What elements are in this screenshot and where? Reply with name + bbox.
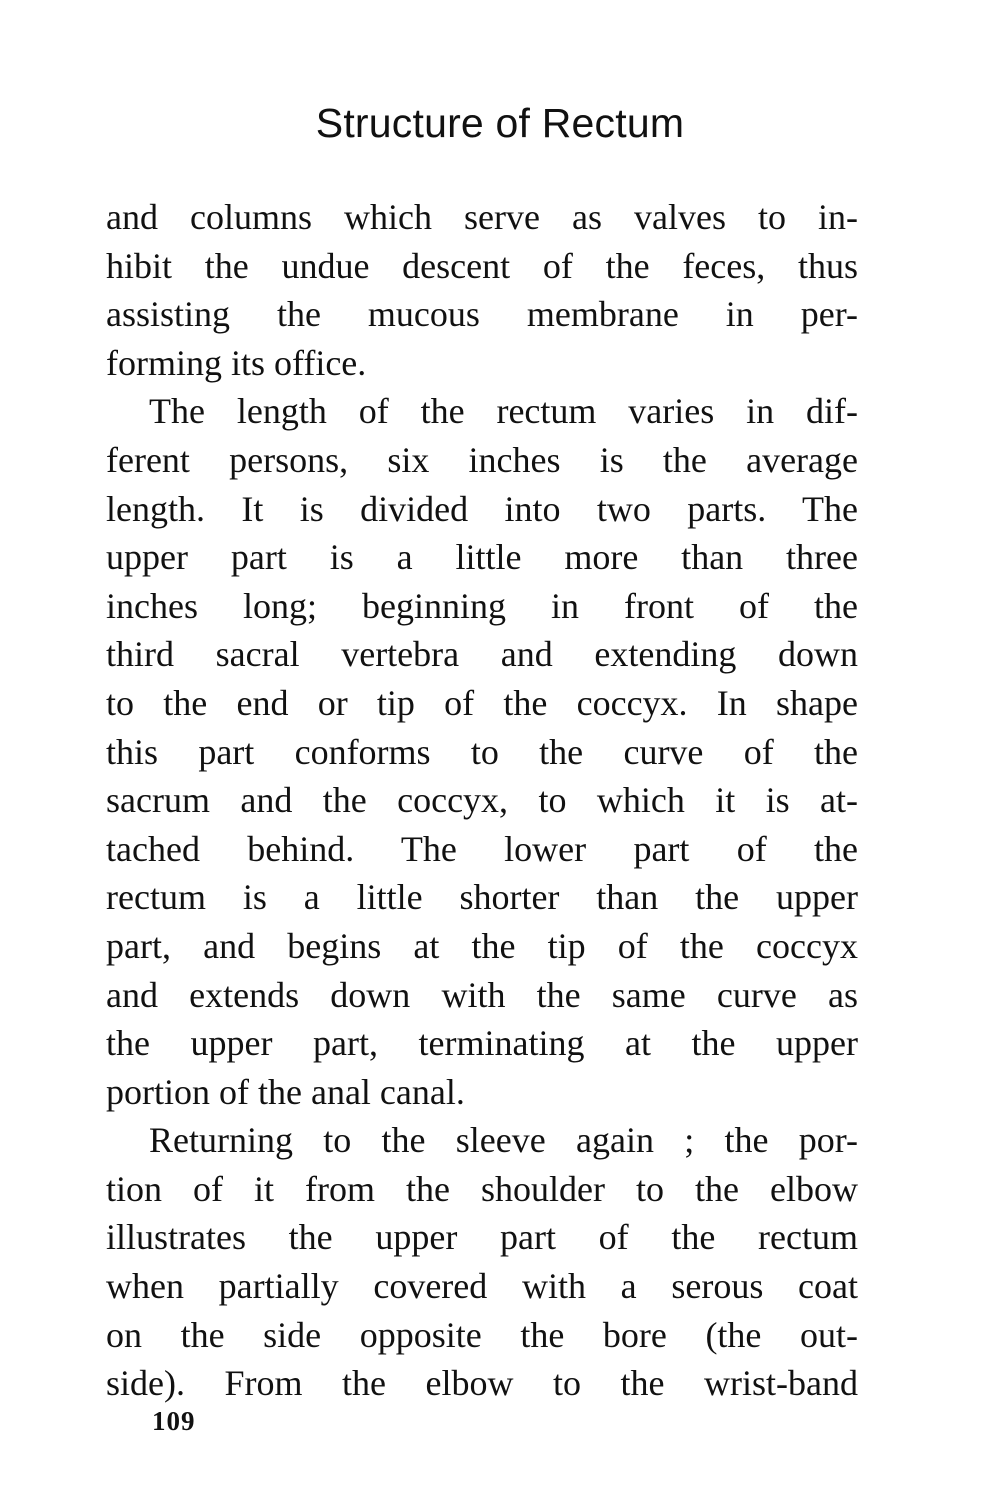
- text-line: hibit the undue descent of the feces, thus: [106, 245, 858, 286]
- text-line: upper part is a little more than three: [106, 537, 858, 578]
- text-line: and extends down with the same curve as: [106, 974, 858, 1015]
- running-head: Structure of Rectum: [315, 100, 685, 146]
- text-line: portion of the anal canal.: [106, 1071, 465, 1112]
- text-line: length. It is divided into two parts. The: [106, 488, 858, 529]
- text-line: when partially covered with a serous coat: [106, 1266, 858, 1307]
- text-line: and columns which serve as valves to in-: [106, 197, 858, 237]
- text-line: this part conforms to the curve of the: [106, 731, 858, 772]
- body-text: [106, 193, 858, 1408]
- text-line: to the end or tip of the coccyx. In shape: [106, 682, 858, 723]
- text-line: tion of it from the shoulder to the elbow: [106, 1168, 858, 1209]
- text-line: the upper part, terminating at the upper: [106, 1023, 858, 1064]
- text-line: Returning to the sleeve again ; the por-: [149, 1120, 858, 1161]
- text-line: assisting the mucous membrane in per-: [106, 294, 858, 335]
- text-line: side). From the elbow to the wrist-band: [106, 1363, 858, 1404]
- text-line: ferent persons, six inches is the average: [106, 439, 858, 480]
- text-line: inches long; beginning in front of the: [106, 585, 858, 626]
- text-line: tached behind. The lower part of the: [106, 828, 858, 869]
- text-line: illustrates the upper part of the rectum: [106, 1217, 858, 1258]
- text-line: The length of the rectum varies in dif-: [149, 391, 858, 432]
- text-line: part, and begins at the tip of the coccyx: [106, 925, 858, 966]
- text-line: third sacral vertebra and extending down: [106, 634, 858, 675]
- text-line: sacrum and the coccyx, to which it is at-: [106, 780, 858, 821]
- page-number: 109: [152, 1406, 196, 1436]
- text-line: rectum is a little shorter than the upper: [106, 877, 858, 918]
- text-line: on the side opposite the bore (the out-: [106, 1314, 858, 1355]
- text-line: forming its office.: [106, 342, 367, 383]
